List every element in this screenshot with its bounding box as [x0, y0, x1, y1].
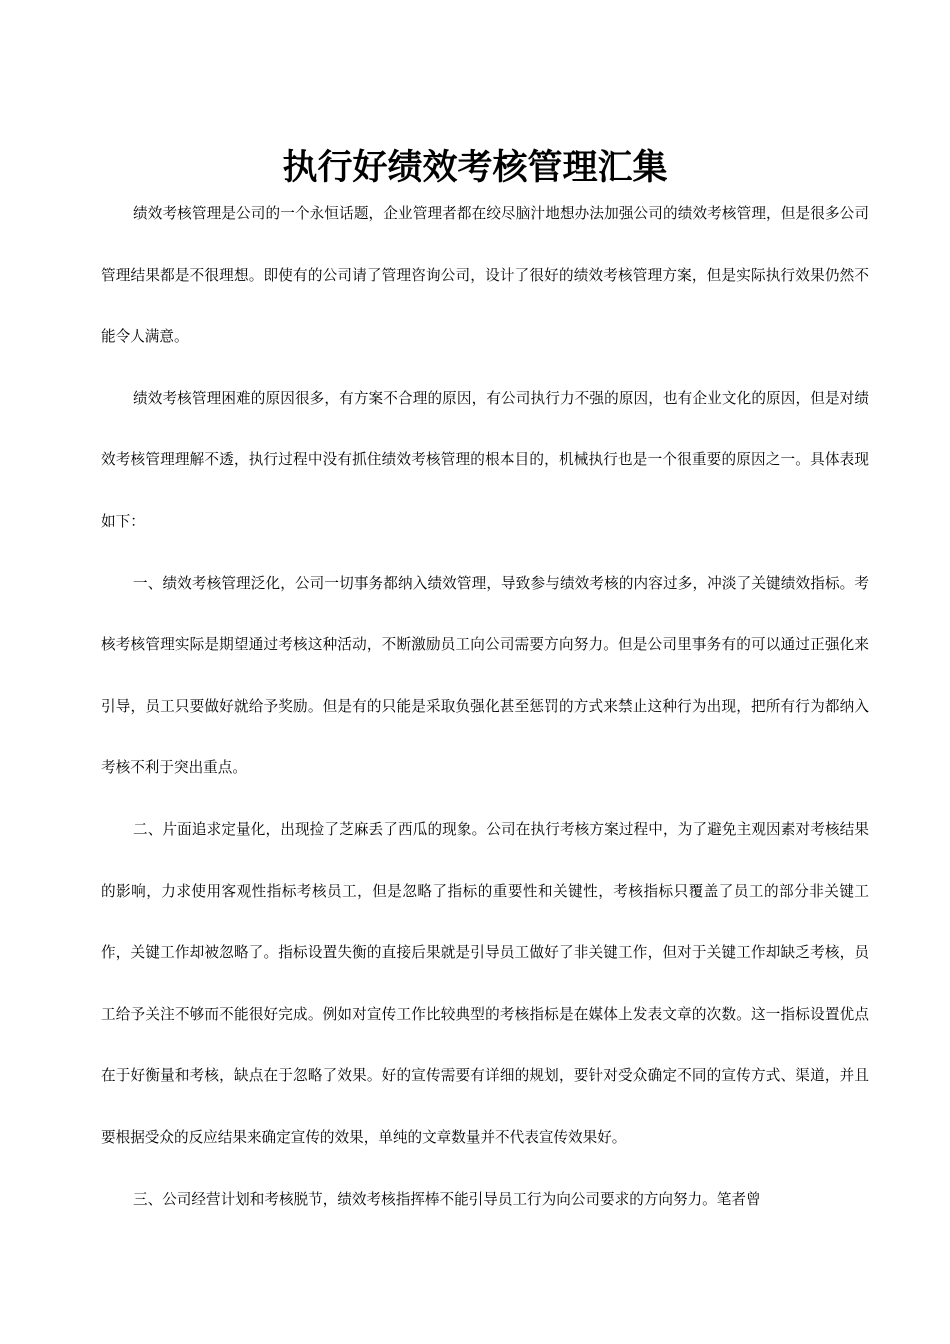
document-body	[101, 183, 869, 1230]
document-title: 执行好绩效考核管理汇集	[282, 147, 668, 188]
paragraph-point-one: 一、绩效考核管理泛化，公司一切事务都纳入绩效管理，导致参与绩效考核的内容过多，冲淡了关键绩效指标。考核考核管理实际是期望通过考核这种活动，不断激励员工向公司需要方向努力。但是公司里事务有的可以通过正强化来引导，员工只要做好就给予奖励。但是有的只能是采取负强化甚至惩罚的方式来禁止这种行为出现，把所有行为都纳入考核不利于突出重点。	[101, 574, 869, 777]
paragraph-point-three: 三、公司经营计划和考核脱节，绩效考核指挥棒不能引导员工行为向公司要求的方向努力。笔者曾	[133, 1190, 761, 1208]
paragraph-point-two: 二、片面追求定量化，出现捡了芝麻丢了西瓜的现象。公司在执行考核方案过程中，为了避免主观因素对考核结果的影响，力求使用客观性指标考核员工，但是忽略了指标的重要性和关键性，考核指标只覆盖了员工的部分非关键工作，关键工作却被忽略了。指标设置失衡的直接后果就是引导员工做好了非关键工作，但对于关键工作却缺乏考核，员工给予关注不够而不能很好完成。例如对宣传工作比较典型的考核指标是在媒体上发表文章的次数。这一指标设置优点在于好衡量和考核，缺点在于忽略了效果。好的宣传需要有详细的规划，要针对受众确定不同的宣传方式、渠道，并且要根据受众的反应结果来确定宣传的效果，单纯的文章数量并不代表宣传效果好。	[101, 820, 869, 1146]
paragraph-intro: 绩效考核管理是公司的一个永恒话题，企业管理者都在绞尽脑汁地想办法加强公司的绩效考核管理，但是很多公司管理结果都是不很理想。即使有的公司请了管理咨询公司，设计了很好的绩效考核管理方案，但是实际执行效果仍然不能令人满意。	[101, 205, 869, 346]
paragraph-causes: 绩效考核管理困难的原因很多，有方案不合理的原因，有公司执行力不强的原因，也有企业文化的原因，但是对绩效考核管理理解不透，执行过程中没有抓住绩效考核管理的根本目的，机械执行也是一个很重要的原因之一。具体表现如下：	[101, 389, 869, 530]
